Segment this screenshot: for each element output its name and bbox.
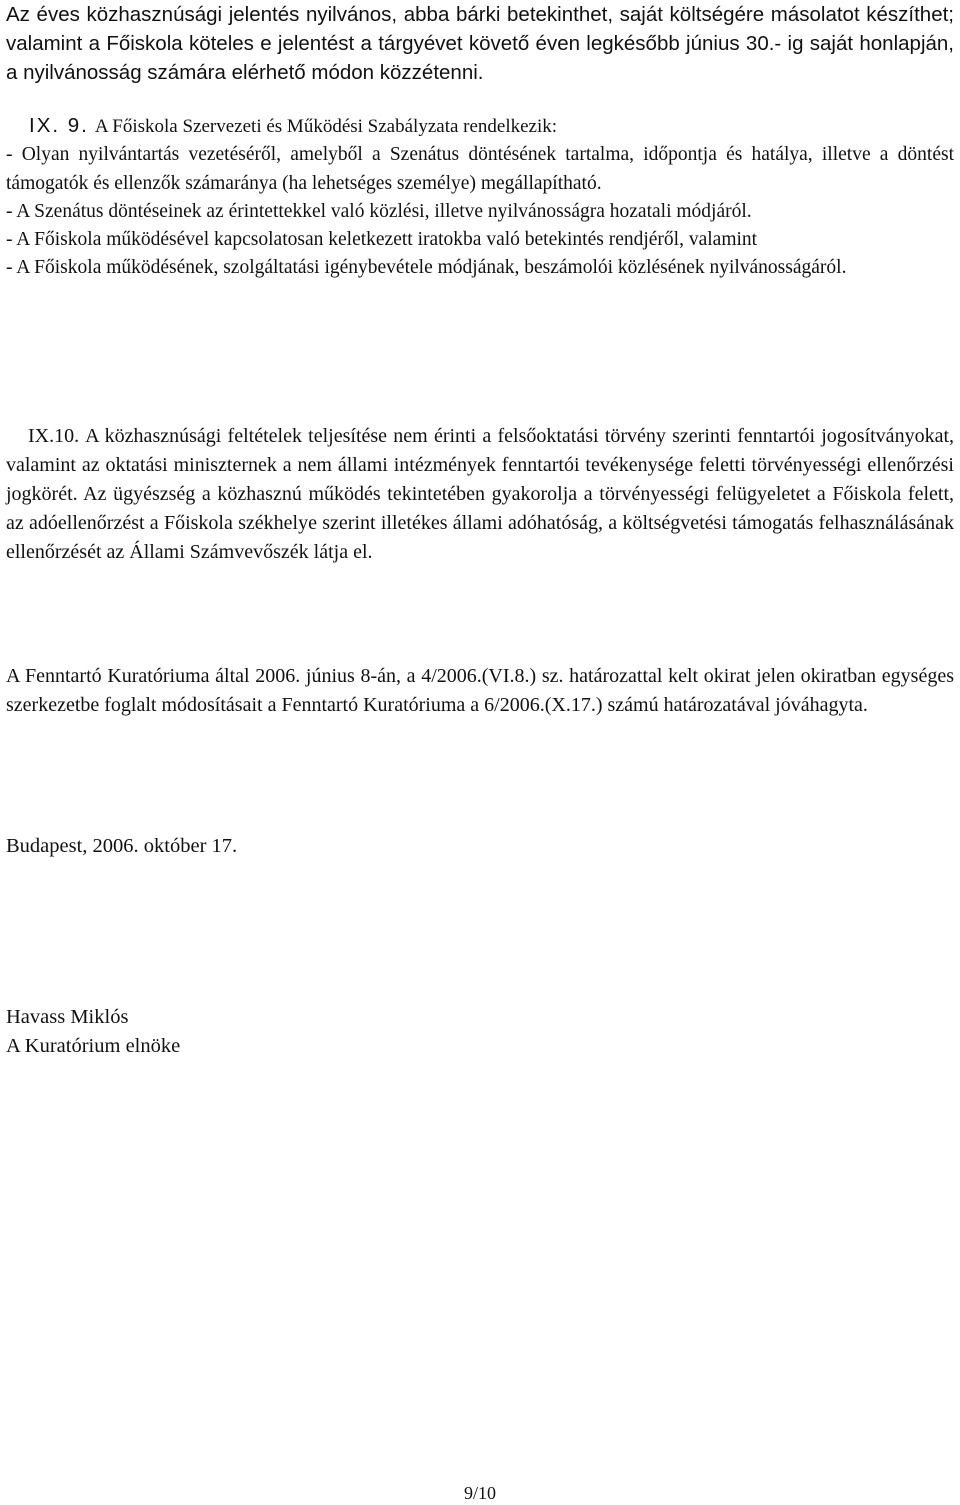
intro-paragraph: Az éves közhasznúsági jelentés nyilvános, abba bárki betekinthet, saját költségére másolatot készíthet; valamint a Főiskola köteles e jelentést a tárgyévet követő éven legkésőbb június 30.- ig saját honlapján, a nyilvánosság számára elérhető módon közzétenni. [6, 3, 954, 84]
page-number: 9/10 [463, 1483, 496, 1503]
section-9-heading-text: A Főiskola Szervezeti és Működési Szabályzata rendelkezik: [94, 116, 558, 137]
signer-title: A Kuratórium elnöke [6, 1035, 181, 1057]
section-9-item-2: - A Szenátus döntéseinek az érintettekkel való közlési, illetve nyilvánosságra hozatali módjáról. [6, 200, 752, 222]
section-10-text: A közhasznúsági feltételek teljesítése nem érinti a felsőoktatási törvény szerinti fenntartói jogosítványokat, valamint az oktatási miniszternek a nem állami intézmények fenntartói tevékenysége feletti törvényességi ellenőrzési jogkörét. Az ügyészség a közhasznú működés tekintetében gyakorolja a törvényességi felügyeletet a Főiskola felett, az adóellenőrzést a Főiskola székhelye szerint illetékes állami adóhatóság, a költségvetési támogatás felhasználásának ellenőrzését az Állami Számvevőszék látja el. [6, 425, 954, 563]
section-9-item-4: - A Főiskola működésének, szolgáltatási igénybevétele módjának, beszámolói közlésének nyilvánosságáról. [6, 257, 847, 279]
section-9-item-3: - A Főiskola működésével kapcsolatosan keletkezett iratokba való betekintés rendjéről, valamint [6, 229, 758, 251]
section-9-heading [6, 112, 954, 141]
section-9-number: IX. 9. [29, 114, 89, 137]
dateline: Budapest, 2006. október 17. [6, 835, 238, 857]
section-9 [6, 112, 954, 283]
signer-name: Havass Miklós [6, 1006, 129, 1028]
closing-paragraph: A Fenntartó Kuratóriuma által 2006. június 8-án, a 4/2006.(VI.8.) sz. határozattal kelt okirat jelen okiratban egységes szerkezetbe foglalt módosításait a Fenntartó Kuratóriuma a 6/2006.(X.17.) számú határozatával jóváhagyta. [6, 665, 954, 716]
signature-block [6, 1003, 180, 1061]
section-9-item-1: - Olyan nyilvántartás vezetéséről, amelyből a Szenátus döntésének tartalma, időpontja és hatálya, illetve a döntést támogatók és ellenzők számaránya (ha lehetséges személye) megállapítható. [6, 144, 954, 194]
section-10 [6, 422, 954, 567]
section-10-number: IX.10. [28, 425, 80, 447]
